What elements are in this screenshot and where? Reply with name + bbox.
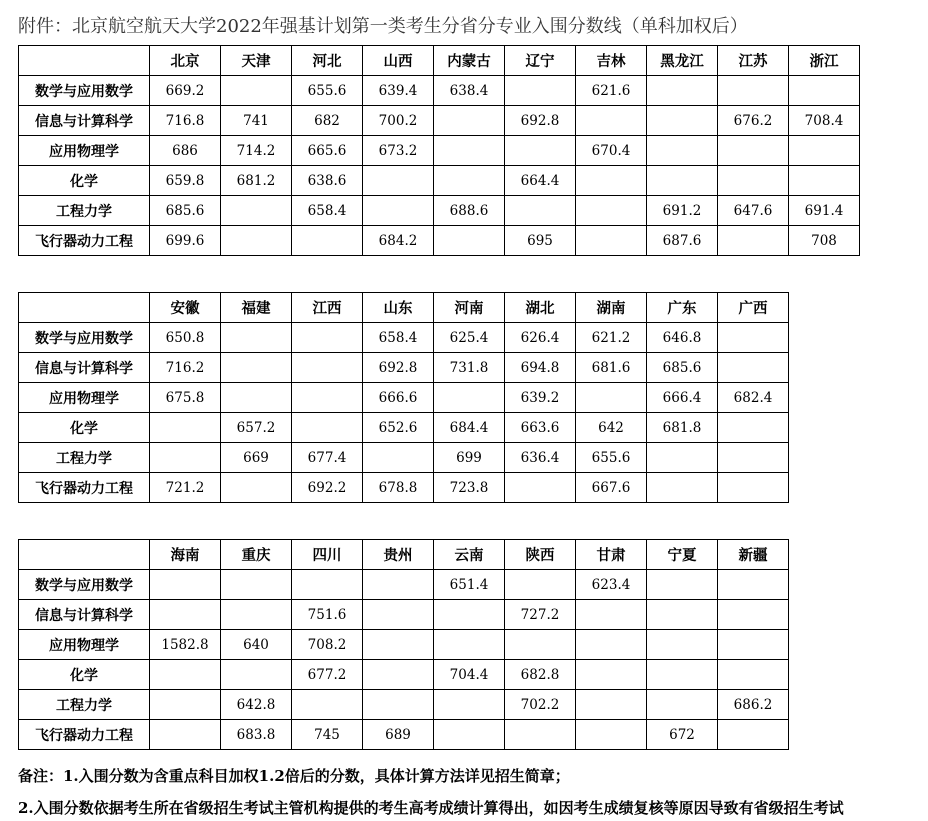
score-cell: 638.6	[292, 166, 363, 196]
score-cell	[363, 630, 434, 660]
score-cell	[150, 413, 221, 443]
score-cell	[718, 630, 789, 660]
score-cell	[221, 226, 292, 256]
score-cell: 695	[505, 226, 576, 256]
score-cell: 642.8	[221, 690, 292, 720]
score-cell: 691.4	[789, 196, 860, 226]
score-cell	[363, 570, 434, 600]
major-label: 应用物理学	[19, 383, 150, 413]
score-cell: 666.4	[647, 383, 718, 413]
score-cell: 647.6	[718, 196, 789, 226]
score-cell	[221, 473, 292, 503]
score-cell	[647, 690, 718, 720]
score-cell	[434, 690, 505, 720]
major-label: 化学	[19, 660, 150, 690]
corner-cell	[19, 293, 150, 323]
score-cell: 682	[292, 106, 363, 136]
score-cell: 687.6	[647, 226, 718, 256]
score-cell: 700.2	[363, 106, 434, 136]
score-table-2	[18, 292, 789, 503]
major-label: 工程力学	[19, 196, 150, 226]
score-cell	[789, 136, 860, 166]
score-cell	[434, 383, 505, 413]
major-label: 数学与应用数学	[19, 570, 150, 600]
table-row	[19, 720, 789, 750]
score-cell: 665.6	[292, 136, 363, 166]
table-row	[19, 690, 789, 720]
score-cell: 677.4	[292, 443, 363, 473]
note-line-2: 2.入围分数依据考生所在省级招生考试主管机构提供的考生高考成绩计算得出，如因考生成绩复核等原因导致有省级招生考试	[18, 799, 844, 817]
score-cell	[150, 660, 221, 690]
score-cell: 694.8	[505, 353, 576, 383]
major-label: 信息与计算科学	[19, 106, 150, 136]
table-row	[19, 76, 860, 106]
table-row	[19, 570, 789, 600]
score-cell	[221, 353, 292, 383]
province-header: 甘肃	[576, 540, 647, 570]
score-cell	[647, 570, 718, 600]
score-cell	[292, 353, 363, 383]
province-header: 黑龙江	[647, 46, 718, 76]
table-row	[19, 166, 860, 196]
score-cell	[434, 600, 505, 630]
score-cell: 702.2	[505, 690, 576, 720]
major-label: 化学	[19, 413, 150, 443]
score-cell	[434, 166, 505, 196]
major-label: 飞行器动力工程	[19, 473, 150, 503]
table-row	[19, 136, 860, 166]
table-row	[19, 353, 789, 383]
score-cell: 640	[221, 630, 292, 660]
score-cell: 682.4	[718, 383, 789, 413]
score-cell: 669.2	[150, 76, 221, 106]
score-cell: 745	[292, 720, 363, 750]
score-cell: 636.4	[505, 443, 576, 473]
province-header: 安徽	[150, 293, 221, 323]
score-cell: 667.6	[576, 473, 647, 503]
province-header: 广东	[647, 293, 718, 323]
score-cell	[576, 196, 647, 226]
score-cell	[363, 443, 434, 473]
score-cell: 741	[221, 106, 292, 136]
table-row	[19, 600, 789, 630]
table-row	[19, 106, 860, 136]
score-cell: 626.4	[505, 323, 576, 353]
score-cell	[576, 600, 647, 630]
score-cell: 658.4	[363, 323, 434, 353]
major-label: 应用物理学	[19, 630, 150, 660]
score-cell	[718, 600, 789, 630]
score-cell	[576, 660, 647, 690]
score-cell: 658.4	[292, 196, 363, 226]
score-cell: 708.2	[292, 630, 363, 660]
score-cell: 751.6	[292, 600, 363, 630]
score-cell	[505, 630, 576, 660]
header-row	[19, 540, 789, 570]
score-cell: 676.2	[718, 106, 789, 136]
score-cell	[789, 166, 860, 196]
score-cell	[505, 570, 576, 600]
score-cell: 708	[789, 226, 860, 256]
province-header: 吉林	[576, 46, 647, 76]
major-label: 数学与应用数学	[19, 323, 150, 353]
score-cell	[292, 413, 363, 443]
score-cell	[647, 660, 718, 690]
major-label: 数学与应用数学	[19, 76, 150, 106]
score-cell	[221, 196, 292, 226]
score-cell	[647, 473, 718, 503]
score-cell: 723.8	[434, 473, 505, 503]
score-cell	[505, 720, 576, 750]
score-cell: 673.2	[363, 136, 434, 166]
table-row	[19, 660, 789, 690]
score-cell	[434, 720, 505, 750]
province-header: 山西	[363, 46, 434, 76]
score-cell: 677.2	[292, 660, 363, 690]
score-cell: 692.8	[505, 106, 576, 136]
score-cell: 664.4	[505, 166, 576, 196]
score-cell	[576, 720, 647, 750]
score-cell: 650.8	[150, 323, 221, 353]
score-cell	[150, 600, 221, 630]
score-cell	[718, 443, 789, 473]
score-cell: 639.2	[505, 383, 576, 413]
score-cell: 681.2	[221, 166, 292, 196]
score-cell: 675.8	[150, 383, 221, 413]
province-header: 山东	[363, 293, 434, 323]
header-row	[19, 46, 860, 76]
score-cell: 621.2	[576, 323, 647, 353]
score-cell	[292, 690, 363, 720]
province-header: 河南	[434, 293, 505, 323]
table-row	[19, 196, 860, 226]
score-cell	[150, 570, 221, 600]
table-row	[19, 630, 789, 660]
score-cell	[221, 600, 292, 630]
province-header: 海南	[150, 540, 221, 570]
score-cell	[363, 600, 434, 630]
score-cell: 688.6	[434, 196, 505, 226]
score-cell: 663.6	[505, 413, 576, 443]
score-cell	[576, 106, 647, 136]
score-cell	[718, 570, 789, 600]
score-cell: 666.6	[363, 383, 434, 413]
score-cell: 642	[576, 413, 647, 443]
score-cell	[150, 690, 221, 720]
score-cell: 685.6	[150, 196, 221, 226]
score-cell	[363, 660, 434, 690]
score-cell: 686.2	[718, 690, 789, 720]
score-cell	[576, 690, 647, 720]
score-cell: 681.8	[647, 413, 718, 443]
score-cell: 659.8	[150, 166, 221, 196]
score-cell: 692.8	[363, 353, 434, 383]
province-header: 内蒙古	[434, 46, 505, 76]
score-cell: 672	[647, 720, 718, 750]
score-cell	[718, 720, 789, 750]
score-cell: 714.2	[221, 136, 292, 166]
score-cell: 638.4	[434, 76, 505, 106]
score-cell	[221, 383, 292, 413]
score-cell: 621.6	[576, 76, 647, 106]
score-cell: 655.6	[576, 443, 647, 473]
province-header: 福建	[221, 293, 292, 323]
major-label: 信息与计算科学	[19, 600, 150, 630]
major-label: 工程力学	[19, 443, 150, 473]
province-header: 重庆	[221, 540, 292, 570]
province-header: 辽宁	[505, 46, 576, 76]
score-cell	[718, 76, 789, 106]
score-cell: 686	[150, 136, 221, 166]
score-cell	[789, 76, 860, 106]
corner-cell	[19, 540, 150, 570]
score-cell: 678.8	[363, 473, 434, 503]
score-cell: 699.6	[150, 226, 221, 256]
score-cell	[292, 323, 363, 353]
score-cell	[434, 226, 505, 256]
province-header: 陕西	[505, 540, 576, 570]
score-cell	[718, 473, 789, 503]
score-cell: 731.8	[434, 353, 505, 383]
score-cell	[647, 166, 718, 196]
score-cell: 692.2	[292, 473, 363, 503]
score-cell: 716.2	[150, 353, 221, 383]
score-cell: 655.6	[292, 76, 363, 106]
score-cell: 716.8	[150, 106, 221, 136]
score-cell	[718, 660, 789, 690]
score-cell	[647, 106, 718, 136]
major-label: 飞行器动力工程	[19, 226, 150, 256]
score-cell	[647, 76, 718, 106]
score-cell	[221, 570, 292, 600]
province-header: 湖南	[576, 293, 647, 323]
score-table-3	[18, 539, 789, 750]
province-header: 四川	[292, 540, 363, 570]
score-cell	[576, 226, 647, 256]
score-cell	[576, 383, 647, 413]
score-cell	[576, 630, 647, 660]
score-cell: 685.6	[647, 353, 718, 383]
score-cell	[434, 106, 505, 136]
score-cell: 721.2	[150, 473, 221, 503]
score-cell	[505, 76, 576, 106]
major-label: 飞行器动力工程	[19, 720, 150, 750]
score-cell: 669	[221, 443, 292, 473]
province-header: 江西	[292, 293, 363, 323]
score-cell: 691.2	[647, 196, 718, 226]
score-cell: 689	[363, 720, 434, 750]
province-header: 宁夏	[647, 540, 718, 570]
province-header: 北京	[150, 46, 221, 76]
score-cell: 704.4	[434, 660, 505, 690]
score-cell	[363, 196, 434, 226]
table-row	[19, 323, 789, 353]
score-cell	[221, 323, 292, 353]
score-cell	[647, 443, 718, 473]
major-label: 应用物理学	[19, 136, 150, 166]
province-header: 云南	[434, 540, 505, 570]
score-cell	[718, 353, 789, 383]
score-cell	[647, 630, 718, 660]
table-row	[19, 383, 789, 413]
score-cell	[292, 383, 363, 413]
province-header: 湖北	[505, 293, 576, 323]
score-cell: 651.4	[434, 570, 505, 600]
province-header: 天津	[221, 46, 292, 76]
province-header: 贵州	[363, 540, 434, 570]
score-cell	[647, 136, 718, 166]
major-label: 化学	[19, 166, 150, 196]
score-cell	[718, 323, 789, 353]
score-cell: 681.6	[576, 353, 647, 383]
province-header: 河北	[292, 46, 363, 76]
score-cell: 683.8	[221, 720, 292, 750]
score-cell	[434, 630, 505, 660]
province-header: 江苏	[718, 46, 789, 76]
score-cell: 727.2	[505, 600, 576, 630]
score-cell: 625.4	[434, 323, 505, 353]
major-label: 工程力学	[19, 690, 150, 720]
score-cell	[221, 660, 292, 690]
table-row	[19, 443, 789, 473]
province-header: 广西	[718, 293, 789, 323]
province-header: 新疆	[718, 540, 789, 570]
page-title: 附件：北京航空航天大学2022年强基计划第一类考生分省分专业入围分数线（单科加权后）	[18, 16, 748, 37]
score-cell	[718, 166, 789, 196]
score-cell	[221, 76, 292, 106]
table-row	[19, 226, 860, 256]
score-cell: 684.4	[434, 413, 505, 443]
score-cell	[292, 226, 363, 256]
score-cell	[150, 720, 221, 750]
score-cell	[576, 166, 647, 196]
score-cell	[292, 570, 363, 600]
table-row	[19, 473, 789, 503]
corner-cell	[19, 46, 150, 76]
province-header: 浙江	[789, 46, 860, 76]
score-cell: 657.2	[221, 413, 292, 443]
score-cell	[434, 136, 505, 166]
score-cell	[363, 690, 434, 720]
score-cell	[718, 413, 789, 443]
score-cell	[718, 136, 789, 166]
header-row	[19, 293, 789, 323]
score-cell: 652.6	[363, 413, 434, 443]
score-cell	[150, 443, 221, 473]
score-cell	[647, 600, 718, 630]
score-cell: 623.4	[576, 570, 647, 600]
score-cell: 1582.8	[150, 630, 221, 660]
score-cell	[505, 196, 576, 226]
score-cell: 646.8	[647, 323, 718, 353]
score-cell: 682.8	[505, 660, 576, 690]
score-cell	[363, 166, 434, 196]
score-cell: 708.4	[789, 106, 860, 136]
table-row	[19, 413, 789, 443]
major-label: 信息与计算科学	[19, 353, 150, 383]
score-table-1	[18, 45, 860, 256]
score-cell: 684.2	[363, 226, 434, 256]
score-cell: 670.4	[576, 136, 647, 166]
score-cell: 639.4	[363, 76, 434, 106]
score-cell	[505, 136, 576, 166]
score-cell: 699	[434, 443, 505, 473]
score-cell	[505, 473, 576, 503]
note-line-1: 备注：1.入围分数为含重点科目加权1.2倍后的分数，具体计算方法详见招生简章；	[18, 767, 570, 785]
score-cell	[718, 226, 789, 256]
